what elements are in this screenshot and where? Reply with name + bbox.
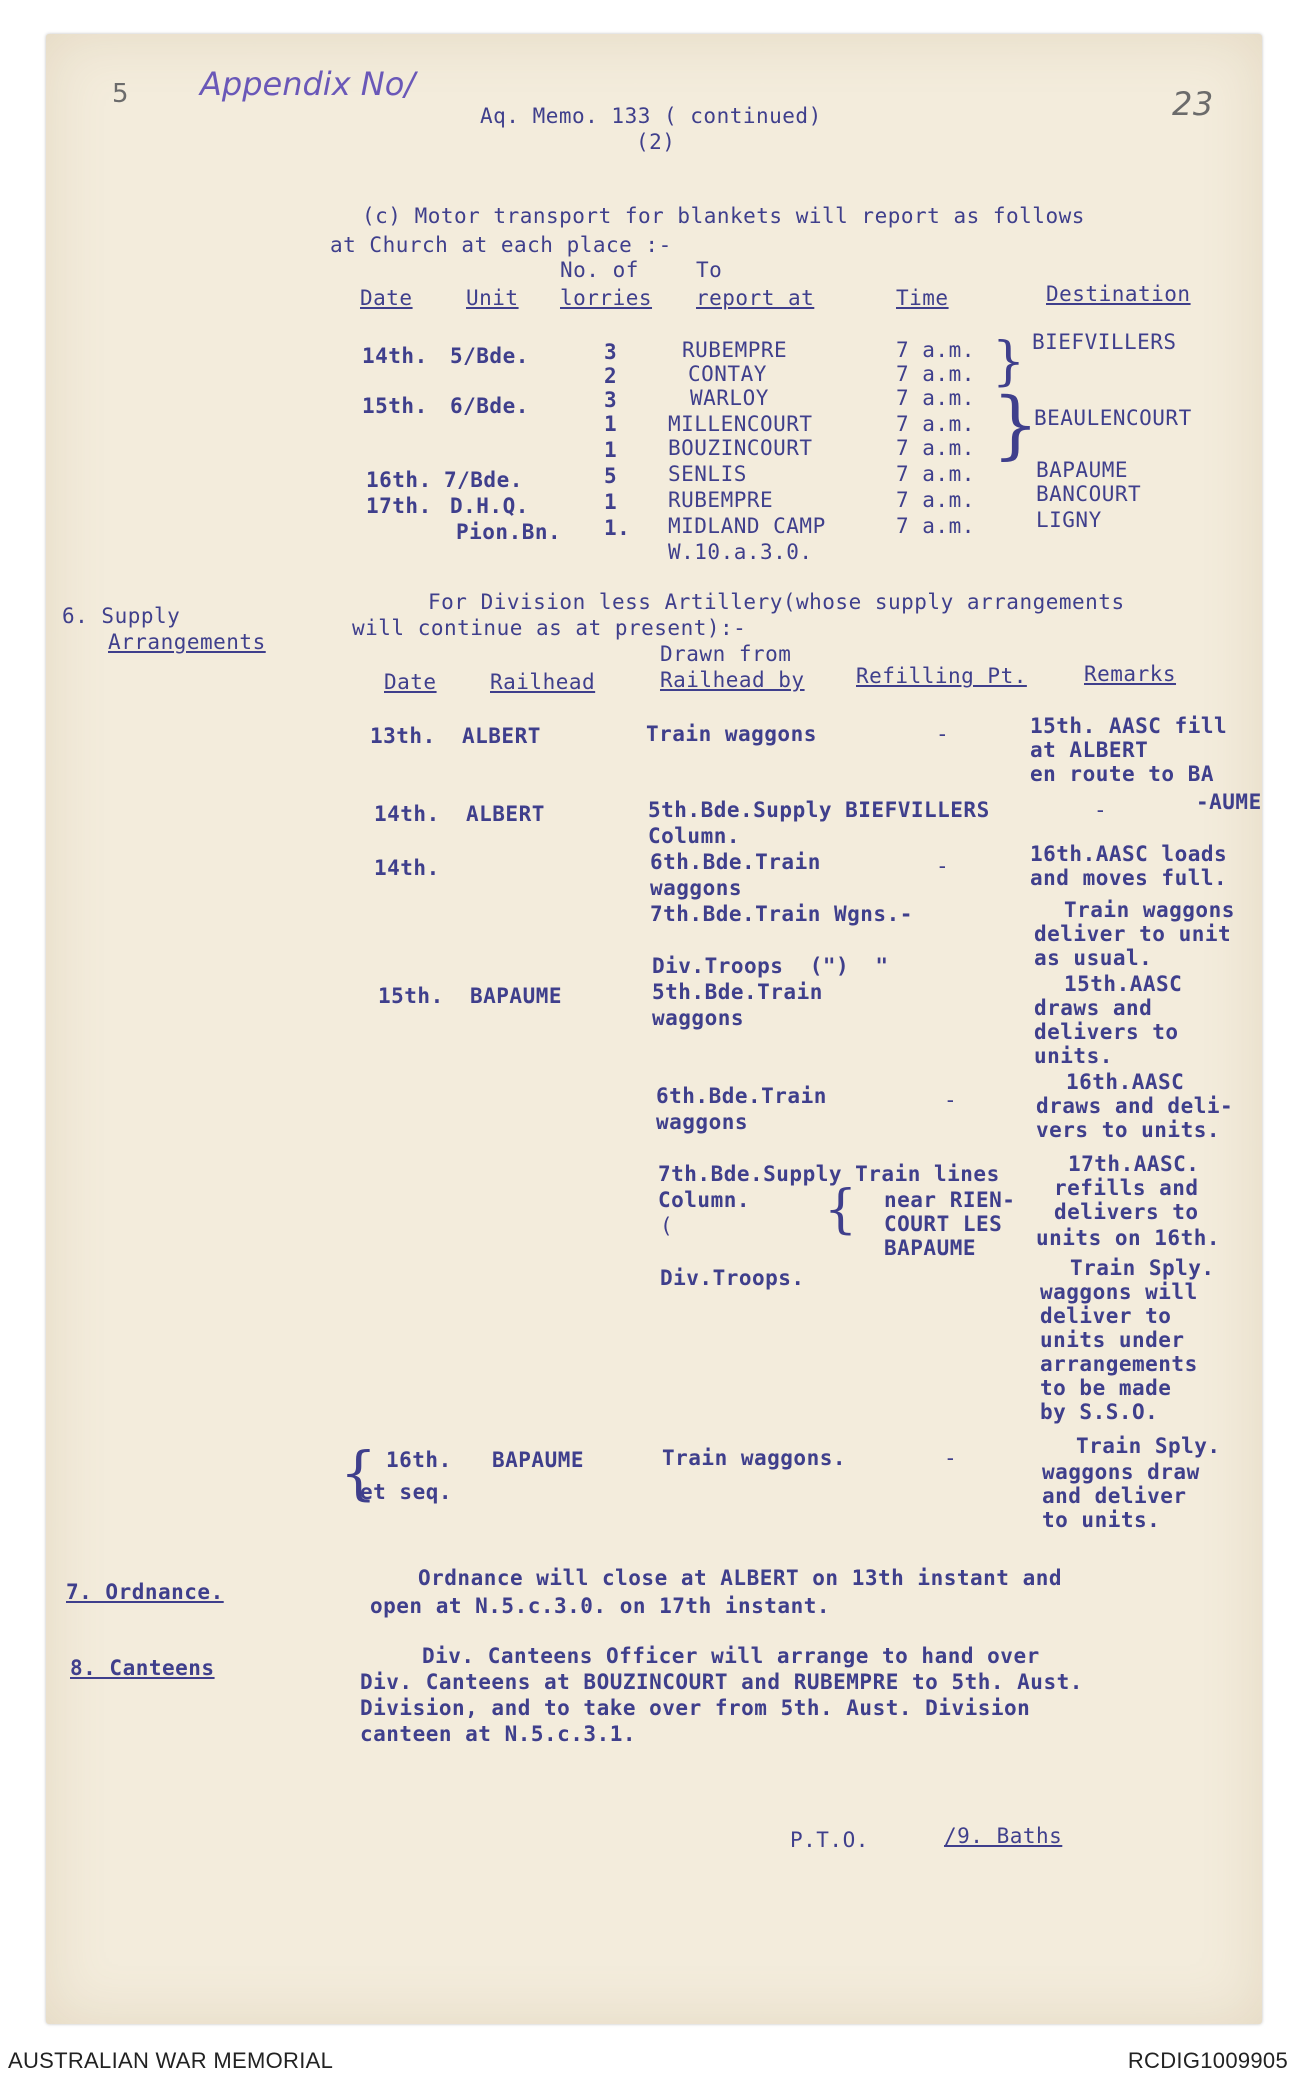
ordnance-heading: 7. Ordnance. bbox=[66, 1580, 224, 1604]
row8-unit: Pion.Bn. bbox=[456, 520, 562, 544]
remark-30: and deliver bbox=[1042, 1484, 1187, 1508]
footer-left: AUSTRALIAN WAR MEMORIAL bbox=[8, 2048, 334, 2073]
memo-title: Aq. Memo. 133 ( continued) bbox=[480, 104, 822, 128]
row3-lorries: 3 bbox=[604, 388, 618, 412]
ordnance-line2: open at N.5.c.3.0. on 17th instant. bbox=[370, 1594, 831, 1618]
remark-11: draws and bbox=[1034, 996, 1153, 1020]
row5-report: BOUZINCOURT bbox=[668, 436, 813, 460]
canteens-line4: canteen at N.5.c.3.1. bbox=[360, 1722, 637, 1746]
row8-lorries: 1. bbox=[604, 516, 631, 540]
row3-date: 15th. bbox=[362, 394, 428, 418]
remark-1: 15th. AASC fill bbox=[1030, 714, 1228, 738]
col-date: Date bbox=[360, 286, 413, 310]
footer-right: RCDIG1009905 bbox=[1127, 2048, 1288, 2073]
row7-lorries: 1 bbox=[604, 490, 618, 514]
col-report-top: To bbox=[696, 258, 723, 282]
row2-report: CONTAY bbox=[688, 362, 767, 386]
remark-7: Train waggons bbox=[1064, 898, 1235, 922]
col-lorries: lorries bbox=[560, 286, 653, 310]
appendix-annotation: Appendix No/ bbox=[200, 65, 416, 103]
remark-26: to be made bbox=[1040, 1376, 1172, 1400]
dest-2: BEAULENCOURT bbox=[1034, 406, 1192, 430]
dest-1: BIEFVILLERS bbox=[1032, 330, 1177, 354]
brace-last-row: { bbox=[340, 1439, 377, 1507]
drawn-6: 7th.Bde.Train Wgns.- bbox=[650, 902, 913, 926]
remark-23: deliver to bbox=[1040, 1304, 1172, 1328]
col-report: report at bbox=[696, 286, 815, 310]
remark-9: as usual. bbox=[1034, 946, 1153, 970]
canteens-line2: Div. Canteens at BOUZINCOURT and RUBEMPRE to 5th. Aust. bbox=[360, 1670, 1083, 1694]
remark-27: by S.S.O. bbox=[1040, 1400, 1159, 1424]
dest-3: BAPAUME bbox=[1036, 458, 1129, 482]
drawn-2: 5th.Bde.Supply BIEFVILLERS bbox=[648, 798, 990, 822]
supply-heading-1: 6. Supply bbox=[62, 604, 181, 628]
row4-time: 7 a.m. bbox=[896, 412, 975, 436]
remark-3: en route to BA bbox=[1030, 762, 1215, 786]
row9-report: W.10.a.3.0. bbox=[668, 540, 813, 564]
drawn-dash-2: - bbox=[936, 854, 950, 878]
row6-date: 16th. bbox=[366, 468, 432, 492]
drawn-8: 5th.Bde.Train bbox=[652, 980, 823, 1004]
remark-16: vers to units. bbox=[1036, 1118, 1221, 1142]
supply-col-drawn: Railhead by bbox=[660, 668, 805, 692]
col-destination: Destination bbox=[1046, 282, 1191, 306]
row2-time: 7 a.m. bbox=[896, 362, 975, 386]
last-row-railhead: BAPAUME bbox=[492, 1448, 585, 1472]
row7-report: RUBEMPRE bbox=[668, 488, 774, 512]
row3-time: 7 a.m. bbox=[896, 386, 975, 410]
row8-time: 7 a.m. bbox=[896, 514, 975, 538]
drawn-1: Train waggons bbox=[646, 722, 817, 746]
drawn-7: Div.Troops (") " bbox=[652, 954, 889, 978]
row1-unit: 5/Bde. bbox=[450, 344, 529, 368]
supply-left-14th: 14th. bbox=[374, 856, 440, 880]
drawn-9: waggons bbox=[652, 1006, 745, 1030]
dest-5: LIGNY bbox=[1036, 508, 1102, 532]
transport-intro-line1: (c) Motor transport for blankets will report as follows bbox=[362, 204, 1085, 228]
corner-number: 23 bbox=[1172, 85, 1214, 123]
row1-report: RUBEMPRE bbox=[682, 338, 788, 362]
page-number: 5 bbox=[112, 79, 130, 109]
remark-dash-a: - bbox=[1094, 798, 1108, 822]
last-row-date: 16th. bbox=[386, 1448, 452, 1472]
remark-10: 15th.AASC bbox=[1064, 972, 1183, 996]
row7-time: 7 a.m. bbox=[896, 488, 975, 512]
drawn-4: 6th.Bde.Train bbox=[650, 850, 821, 874]
row3-report: WARLOY bbox=[690, 386, 769, 410]
drawn-11: waggons bbox=[656, 1110, 749, 1134]
transport-intro-line2: at Church at each place :- bbox=[330, 233, 672, 257]
last-row-dash: - bbox=[944, 1446, 958, 1470]
canteens-heading: 8. Canteens bbox=[70, 1656, 215, 1680]
remark-24: units under bbox=[1040, 1328, 1185, 1352]
drawn-5: waggons bbox=[650, 876, 743, 900]
last-row-drawn: Train waggons. bbox=[662, 1446, 847, 1470]
remark-5: 16th.AASC loads bbox=[1030, 842, 1228, 866]
row7-date: 17th. bbox=[366, 494, 432, 518]
supply-left-14th-albert: 14th. ALBERT bbox=[374, 802, 545, 826]
remark-6: and moves full. bbox=[1030, 866, 1228, 890]
drawn-12: 7th.Bde.Supply Train lines bbox=[658, 1162, 1000, 1186]
col-time: Time bbox=[896, 286, 949, 310]
canteens-line1: Div. Canteens Officer will arrange to hand over bbox=[422, 1644, 1040, 1668]
memo-subpage: (2) bbox=[636, 130, 676, 154]
remark-21: Train Sply. bbox=[1070, 1256, 1215, 1280]
row3-unit: 6/Bde. bbox=[450, 394, 529, 418]
drawn-dash-3: - bbox=[944, 1088, 958, 1112]
remark-15: draws and deli- bbox=[1036, 1094, 1234, 1118]
col-unit: Unit bbox=[466, 286, 519, 310]
remark-8: deliver to unit bbox=[1034, 922, 1232, 946]
brace-refill: { bbox=[824, 1180, 858, 1240]
row2-lorries: 2 bbox=[604, 364, 618, 388]
remark-20: units on 16th. bbox=[1036, 1226, 1221, 1250]
row5-lorries: 1 bbox=[604, 438, 618, 462]
remark-19: delivers to bbox=[1054, 1200, 1199, 1224]
supply-col-refilling: Refilling Pt. bbox=[856, 664, 1027, 688]
drawn-14: Div.Troops. bbox=[660, 1266, 805, 1290]
supply-col-remarks: Remarks bbox=[1084, 662, 1177, 686]
remark-12: delivers to bbox=[1034, 1020, 1179, 1044]
row6-report: SENLIS bbox=[668, 462, 747, 486]
remark-25: arrangements bbox=[1040, 1352, 1198, 1376]
row4-lorries: 1 bbox=[604, 412, 618, 436]
row8-report: MIDLAND CAMP bbox=[668, 514, 826, 538]
drawn-dash-1: - bbox=[936, 722, 950, 746]
brace-group-1: } bbox=[992, 332, 1026, 392]
refill-3: BAPAUME bbox=[884, 1236, 977, 1260]
canteens-line3: Division, and to take over from 5th. Aust. Division bbox=[360, 1696, 1031, 1720]
remark-17: 17th.AASC. bbox=[1068, 1152, 1200, 1176]
drawn-13: Column. bbox=[658, 1188, 751, 1212]
row1-lorries: 3 bbox=[604, 340, 618, 364]
ordnance-line1: Ordnance will close at ALBERT on 13th instant and bbox=[418, 1566, 1063, 1590]
row1-time: 7 a.m. bbox=[896, 338, 975, 362]
row7-unit: D.H.Q. bbox=[450, 494, 529, 518]
remark-14: 16th.AASC bbox=[1066, 1070, 1185, 1094]
supply-intro-1: For Division less Artillery(whose supply arrangements bbox=[428, 590, 1125, 614]
supply-col-date: Date bbox=[384, 670, 437, 694]
row6-lorries: 5 bbox=[604, 464, 618, 488]
supply-col-drawn-top: Drawn from bbox=[660, 642, 792, 666]
drawn-paren: ( bbox=[660, 1214, 674, 1238]
remark-4: -AUME bbox=[1196, 790, 1262, 814]
last-row-seq: et seq. bbox=[360, 1480, 453, 1504]
refill-2: COURT LES bbox=[884, 1212, 1003, 1236]
drawn-3: Column. bbox=[648, 824, 741, 848]
remark-28: Train Sply. bbox=[1076, 1434, 1221, 1458]
row5-time: 7 a.m. bbox=[896, 436, 975, 460]
row6-unit: 7/Bde. bbox=[444, 468, 523, 492]
remark-22: waggons will bbox=[1040, 1280, 1198, 1304]
dest-4: BANCOURT bbox=[1036, 482, 1142, 506]
drawn-10: 6th.Bde.Train bbox=[656, 1084, 827, 1108]
row1-date: 14th. bbox=[362, 344, 428, 368]
remark-18: refills and bbox=[1054, 1176, 1199, 1200]
supply-left-13th: 13th. ALBERT bbox=[370, 724, 541, 748]
refill-1: near RIEN- bbox=[884, 1188, 1016, 1212]
remark-2: at ALBERT bbox=[1030, 738, 1149, 762]
supply-heading-2: Arrangements bbox=[108, 630, 266, 654]
remark-29: waggons draw bbox=[1042, 1460, 1200, 1484]
remark-31: to units. bbox=[1042, 1508, 1161, 1532]
pto-next: /9. Baths bbox=[944, 1824, 1063, 1848]
supply-intro-2: will continue as at present):- bbox=[352, 616, 747, 640]
brace-group-2: } bbox=[992, 382, 1040, 468]
row6-time: 7 a.m. bbox=[896, 462, 975, 486]
remark-13: units. bbox=[1034, 1044, 1113, 1068]
row4-report: MILLENCOURT bbox=[668, 412, 813, 436]
supply-left-15th: 15th. BAPAUME bbox=[378, 984, 563, 1008]
pto-label: P.T.O. bbox=[790, 1828, 869, 1852]
col-lorries-top: No. of bbox=[560, 258, 639, 282]
supply-col-railhead: Railhead bbox=[490, 670, 596, 694]
